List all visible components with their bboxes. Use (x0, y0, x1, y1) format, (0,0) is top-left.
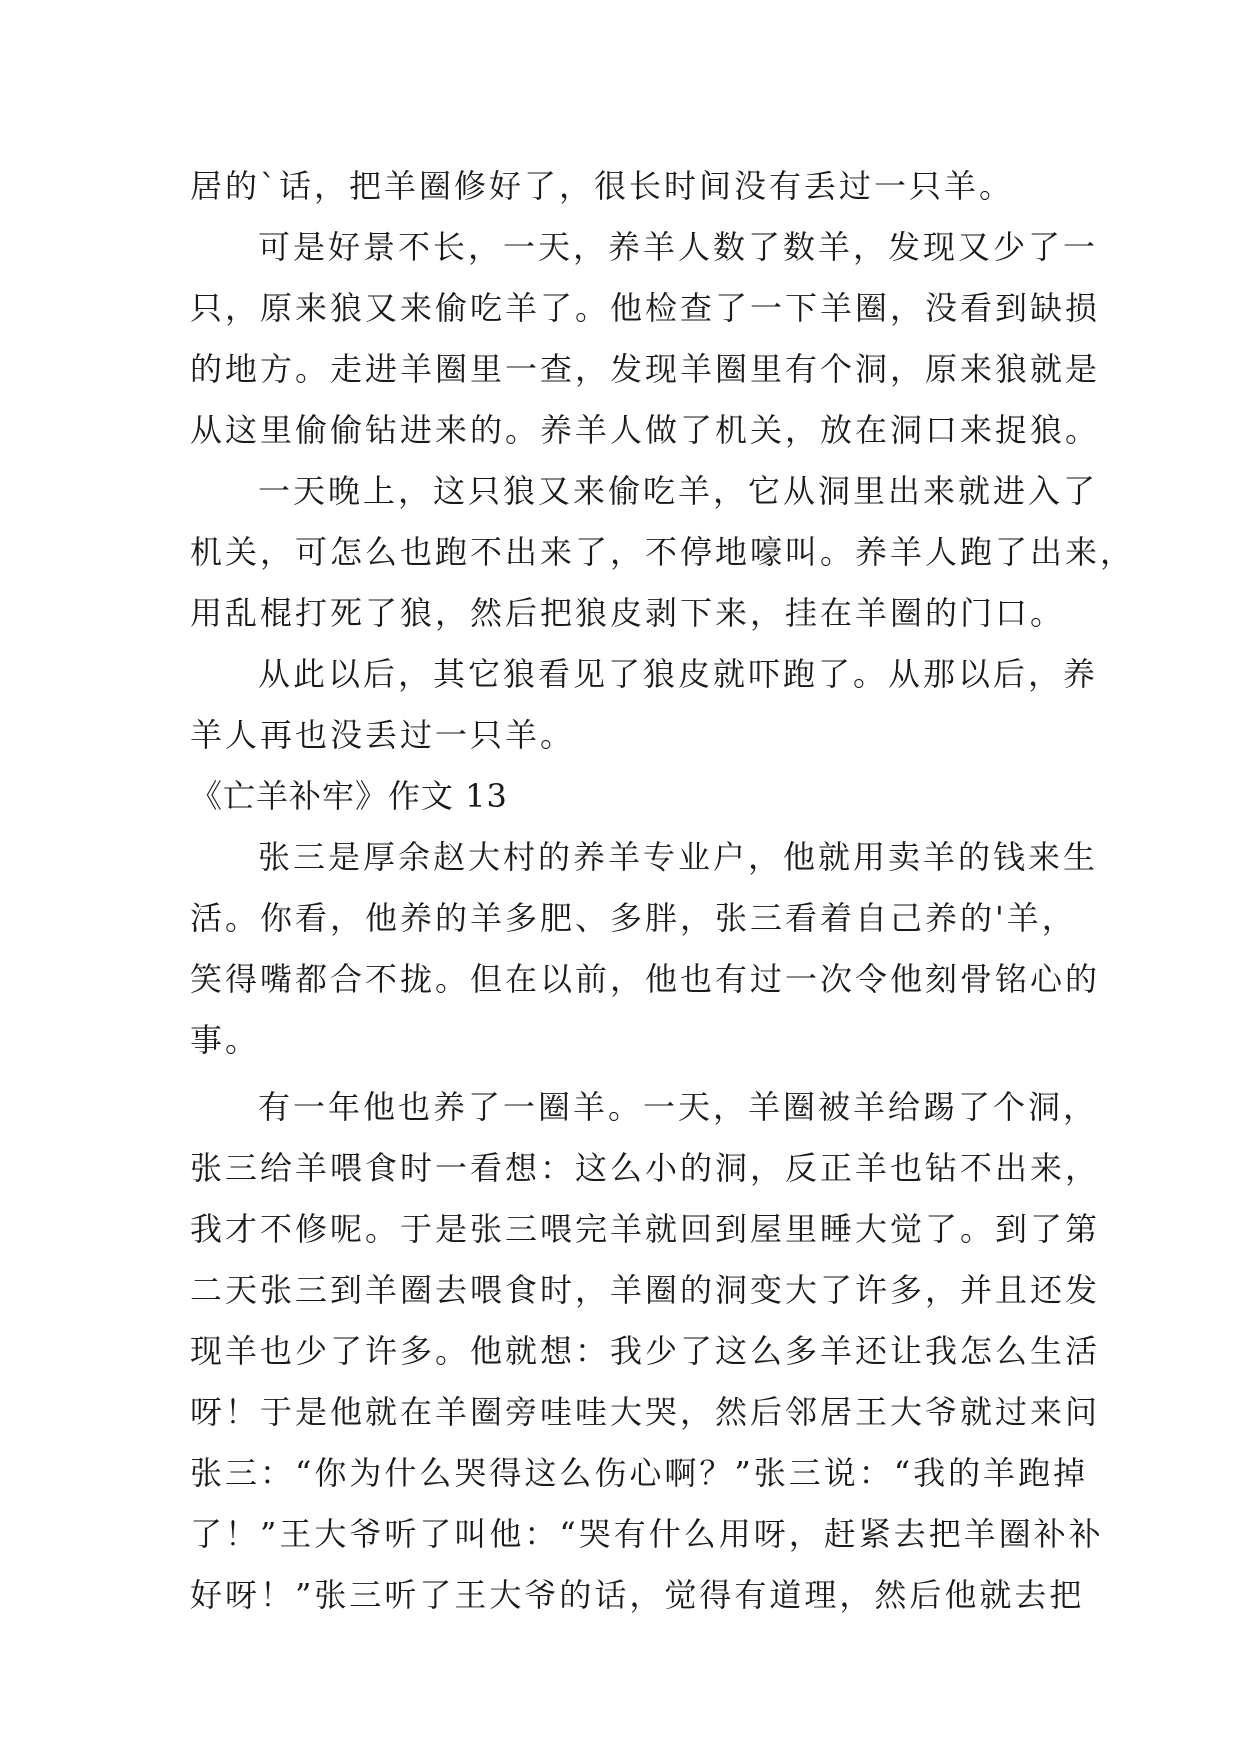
text-line: 的地方。走进羊圈里一查，发现羊圈里有个洞，原来狼就是 (190, 350, 1101, 388)
text-line: 活。你看，他养的羊多肥、多胖，张三看着自己养的'羊， (190, 899, 1077, 937)
text-line: 了！”王大爷听了叫他：“哭有什么用呀，赶紧去把羊圈补补 (190, 1515, 1104, 1553)
paragraph-start-line: 可是好景不长，一天，养羊人数了数羊，发现又少了一 (258, 228, 1099, 266)
text-line: 从这里偷偷钻进来的。养羊人做了机关，放在洞口来捉狼。 (190, 411, 1101, 449)
text-line: 张三给羊喂食时一看想：这么小的洞，反正羊也钻不出来， (190, 1149, 1101, 1187)
text-line: 好呀！”张三听了王大爷的话，觉得有道理，然后他就去把 (190, 1576, 1085, 1614)
text-line: 羊人再也没丢过一只羊。 (190, 716, 576, 754)
paragraph-start-line: 张三是厚余赵大村的养羊专业户，他就用卖羊的钱来生 (258, 838, 1099, 876)
text-line: 张三：“你为什么哭得这么伤心啊？”张三说：“我的羊跑掉 (190, 1454, 1089, 1492)
text-line: 二天张三到羊圈去喂食时，羊圈的洞变大了许多，并且还发 (190, 1271, 1101, 1309)
text-line: 我才不修呢。于是张三喂完羊就回到屋里睡大觉了。到了第 (190, 1210, 1101, 1248)
section-heading: 《亡羊补牢》作文 13 (190, 777, 508, 815)
text-line: 笑得嘴都合不拢。但在以前，他也有过一次令他刻骨铭心的 (190, 960, 1101, 998)
paragraph-start-line: 有一年他也养了一圈羊。一天，羊圈被羊给踢了个洞， (258, 1088, 1099, 1126)
text-line: 呀！于是他就在羊圈旁哇哇大哭，然后邻居王大爷就过来问 (190, 1393, 1101, 1431)
paragraph-start-line: 从此以后，其它狼看见了狼皮就吓跑了。从那以后，养 (258, 655, 1099, 693)
text-line: 用乱棍打死了狼，然后把狼皮剥下来，挂在羊圈的门口。 (190, 594, 1066, 632)
paragraph-start-line: 一天晚上，这只狼又来偷吃羊，它从洞里出来就进入了 (258, 472, 1099, 510)
document-body (190, 156, 1136, 1626)
text-line: 居的`话，把羊圈修好了，很长时间没有丢过一只羊。 (190, 167, 1015, 205)
text-line: 机关，可怎么也跑不出来了，不停地嚎叫。养羊人跑了出来， (190, 533, 1136, 571)
text-line: 现羊也少了许多。他就想：我少了这么多羊还让我怎么生活 (190, 1332, 1101, 1370)
text-line: 只，原来狼又来偷吃羊了。他检查了一下羊圈，没看到缺损 (190, 289, 1101, 327)
text-line: 事。 (190, 1021, 261, 1059)
